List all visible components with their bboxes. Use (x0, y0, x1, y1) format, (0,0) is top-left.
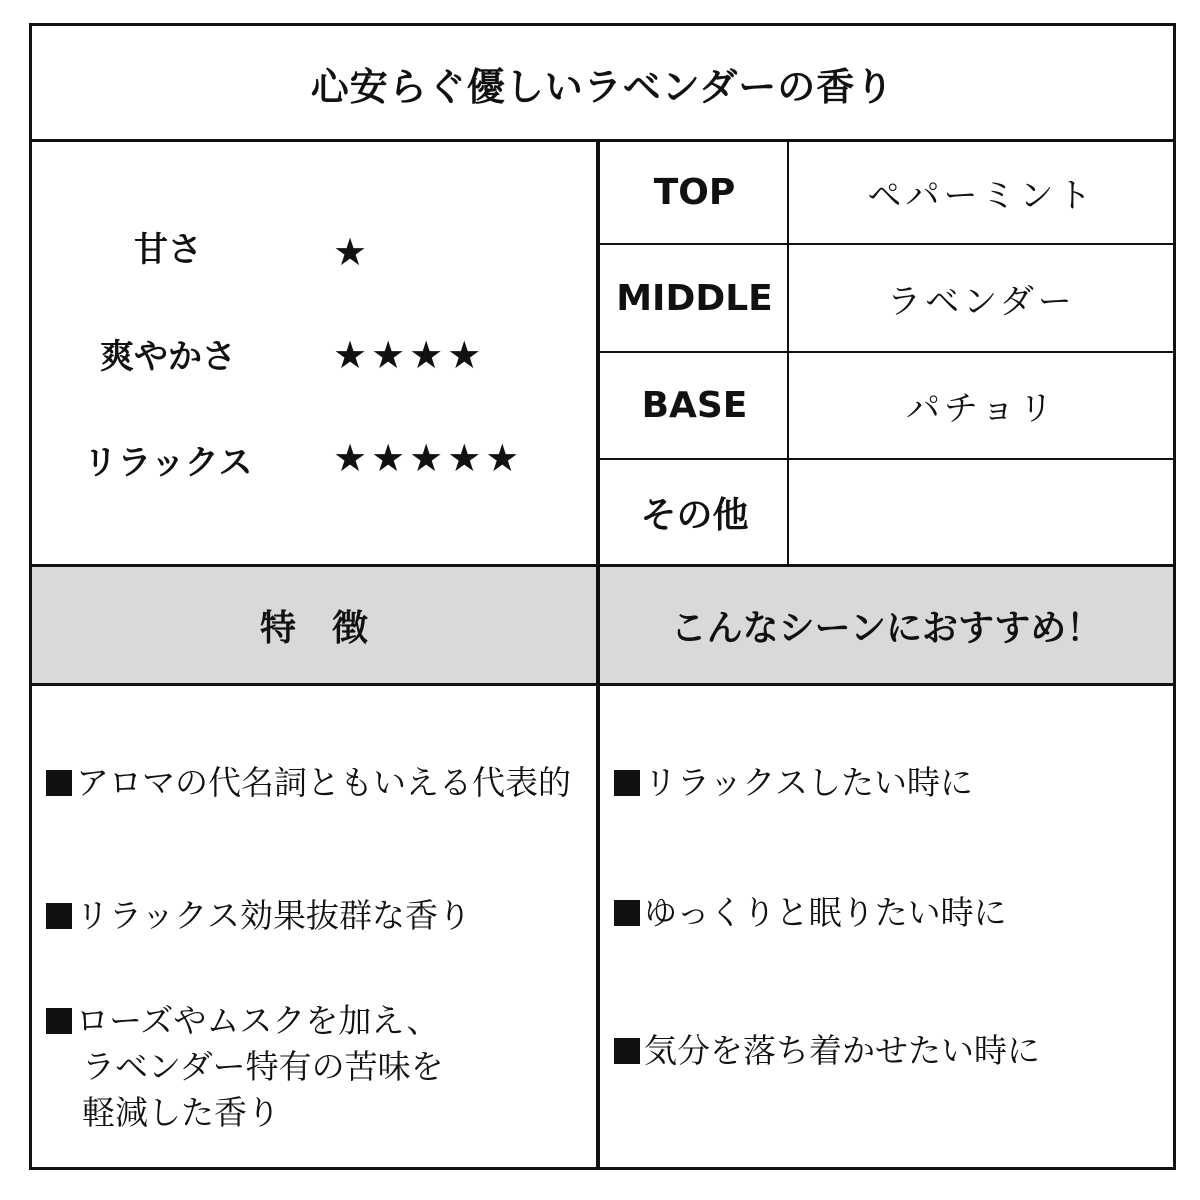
rating-label-relax: リラックス (83, 443, 253, 483)
rating-label-freshness: 爽やかさ (100, 337, 236, 377)
feature-item (46, 893, 471, 939)
divider (29, 683, 1176, 686)
note-value-base: パチョリ (906, 389, 1057, 429)
page-title: 心安らぐ優しいラベンダーの香り (310, 64, 895, 109)
feature-item-text: リラックス効果抜群な香り (76, 896, 472, 935)
rating-stars-relax: ★★★★★ (333, 436, 524, 480)
scene-item-text: 気分を落ち着かせたい時に (644, 1031, 1040, 1070)
note-value-top: ペパーミント (867, 176, 1096, 216)
rating-stars-sweetness: ★ (333, 230, 372, 274)
scene-item (614, 760, 973, 806)
scene-item (614, 1028, 1040, 1074)
features-heading: 特 徴 (259, 607, 368, 649)
square-bullet-icon (614, 900, 640, 926)
note-key-top: TOP (653, 172, 736, 213)
note-key-middle: MIDDLE (616, 277, 773, 319)
rating-label-sweetness: 甘さ (134, 230, 202, 270)
feature-item (46, 760, 571, 806)
feature-item-line: 軽減した香り (82, 1093, 280, 1132)
note-value-other (790, 460, 1173, 564)
square-bullet-icon (46, 1008, 72, 1034)
square-bullet-icon (46, 903, 72, 929)
feature-item-line: ラベンダー特有の苦味を (82, 1047, 444, 1086)
square-bullet-icon (46, 770, 72, 796)
note-key-base: BASE (641, 385, 748, 426)
scenes-heading: こんなシーンにおすすめ！ (670, 607, 1103, 649)
square-bullet-icon (614, 1038, 640, 1064)
feature-item (46, 998, 439, 1044)
feature-item-text: アロマの代名詞ともいえる代表的 (76, 763, 571, 802)
note-value-middle: ラベンダー (887, 281, 1076, 322)
feature-item-text: ローズやムスクを加え、 (76, 1001, 440, 1040)
scene-item-text: ゆっくりと眠りたい時に (644, 893, 1007, 932)
note-key-other: その他 (640, 494, 749, 536)
square-bullet-icon (614, 770, 640, 796)
scene-item (614, 890, 1007, 936)
rating-stars-freshness: ★★★★ (333, 333, 486, 377)
scene-item-text: リラックスしたい時に (644, 763, 974, 802)
